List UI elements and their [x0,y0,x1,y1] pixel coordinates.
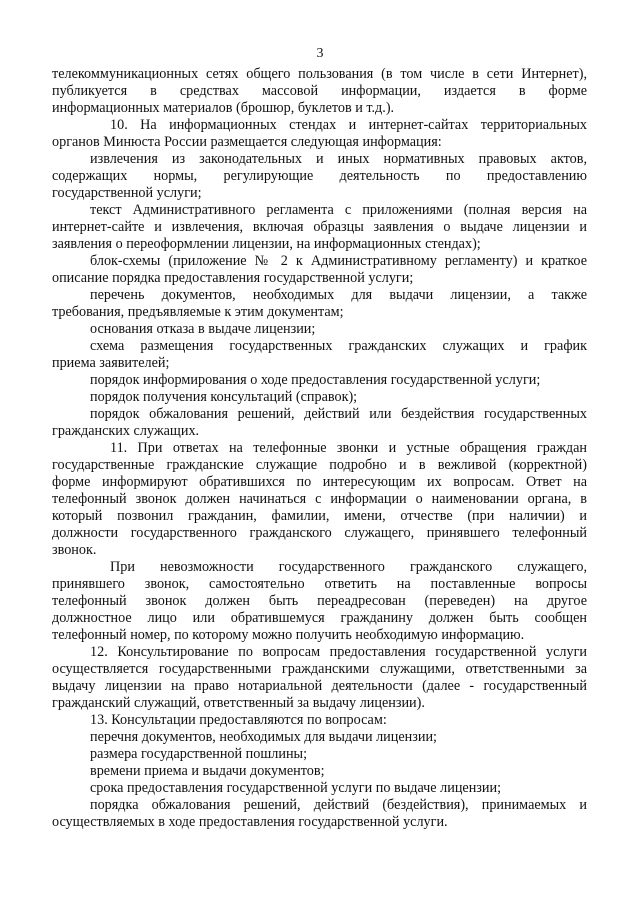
text-line: требования, предъявляемые к этим документам; [52,304,344,320]
text-line: телефонный номер, по которому можно получить необходимую информацию. [52,627,525,643]
text-line: основания отказа в выдаче лицензии; [90,321,316,337]
text-line: государственные гражданские служащие подробно и в вежливой (корректной) [52,457,587,473]
text-line: 13. Консультации предоставляются по вопросам: [90,712,387,728]
text-line: 11. При ответах на телефонные звонки и устные обращения граждан [110,440,587,456]
text-line: гражданский служащий, ответственный за выдачу лицензии). [52,695,425,711]
text-line: интернет-сайте и извлечения, включая образцы заявления о выдаче лицензии и [52,219,587,235]
text-line: телефонный звонок должен начинаться с информации о наименовании органа, в [52,491,587,507]
text-line: гражданских служащих. [52,423,200,439]
document-body [52,66,587,831]
text-line: порядок получения консультаций (справок); [90,389,358,405]
text-line: телефонный звонок должен быть переадресован (переведен) на другое [52,593,587,609]
text-line: порядка обжалования решений, действий (бездействия), принимаемых и [90,797,587,813]
text-line: текст Административного регламента с приложениями (полная версия на [90,202,587,218]
text-line: блок-схемы (приложение № 2 к Административному регламенту) и краткое [90,253,587,269]
text-line: выдачу лицензии на право нотариальной деятельности (далее - государственный [52,678,587,694]
text-line: приема заявителей; [52,355,170,371]
text-line: принявшего звонок, самостоятельно ответить на поставленные вопросы [52,576,587,592]
text-line: 12. Консультирование по вопросам предоставления государственной услуги [90,644,587,660]
text-line: размера государственной пошлины; [90,746,308,762]
text-line: порядок обжалования решений, действий или бездействия государственных [90,406,587,422]
text-line: форме информируют обратившихся по интересующим их вопросам. Ответ на [52,474,587,490]
text-line: звонок. [52,542,97,558]
text-line: государственной услуги; [52,185,202,201]
text-line: заявления о переоформлении лицензии, на информационных стендах); [52,236,481,252]
text-line: публикуется в средствах массовой информации, издается в форме [52,83,587,99]
text-line: 10. На информационных стендах и интернет-сайтах территориальных [110,117,587,133]
text-line: перечня документов, необходимых для выдачи лицензии; [90,729,437,745]
text-line: При невозможности государственного гражданского служащего, [110,559,587,575]
text-line: осуществляемых в ходе предоставления государственной услуги. [52,814,448,830]
text-line: времени приема и выдачи документов; [90,763,325,779]
text-line: описание порядка предоставления государственной услуги; [52,270,414,286]
text-line: порядок информирования о ходе предоставления государственной услуги; [90,372,541,388]
text-line: схема размещения государственных гражданских служащих и график [90,338,587,354]
text-line: перечень документов, необходимых для выдачи лицензии, а также [90,287,587,303]
text-line: который позвонил гражданин, фамилии, имени, отчестве (при наличии) и [52,508,587,524]
text-line: должностное лицо или обратившемуся гражданину должен быть сообщен [52,610,587,626]
page-number: 3 [316,46,324,61]
text-line: информационных материалов (брошюр, буклетов и т.д.). [52,100,395,116]
text-line: срока предоставления государственной услуги по выдаче лицензии; [90,780,502,796]
text-line: содержащих нормы, регулирующие деятельность по предоставлению [52,168,587,184]
text-line: телекоммуникационных сетях общего пользования (в том числе в сети Интернет), [52,66,587,82]
text-line: извлечения из законодательных и иных нормативных правовых актов, [90,151,587,167]
text-line: осуществляется государственными гражданскими служащими, ответственными за [52,661,587,677]
text-line: должности государственного гражданского служащего, принявшего телефонный [52,525,587,541]
text-line: органов Минюста России размещается следующая информация: [52,134,442,150]
